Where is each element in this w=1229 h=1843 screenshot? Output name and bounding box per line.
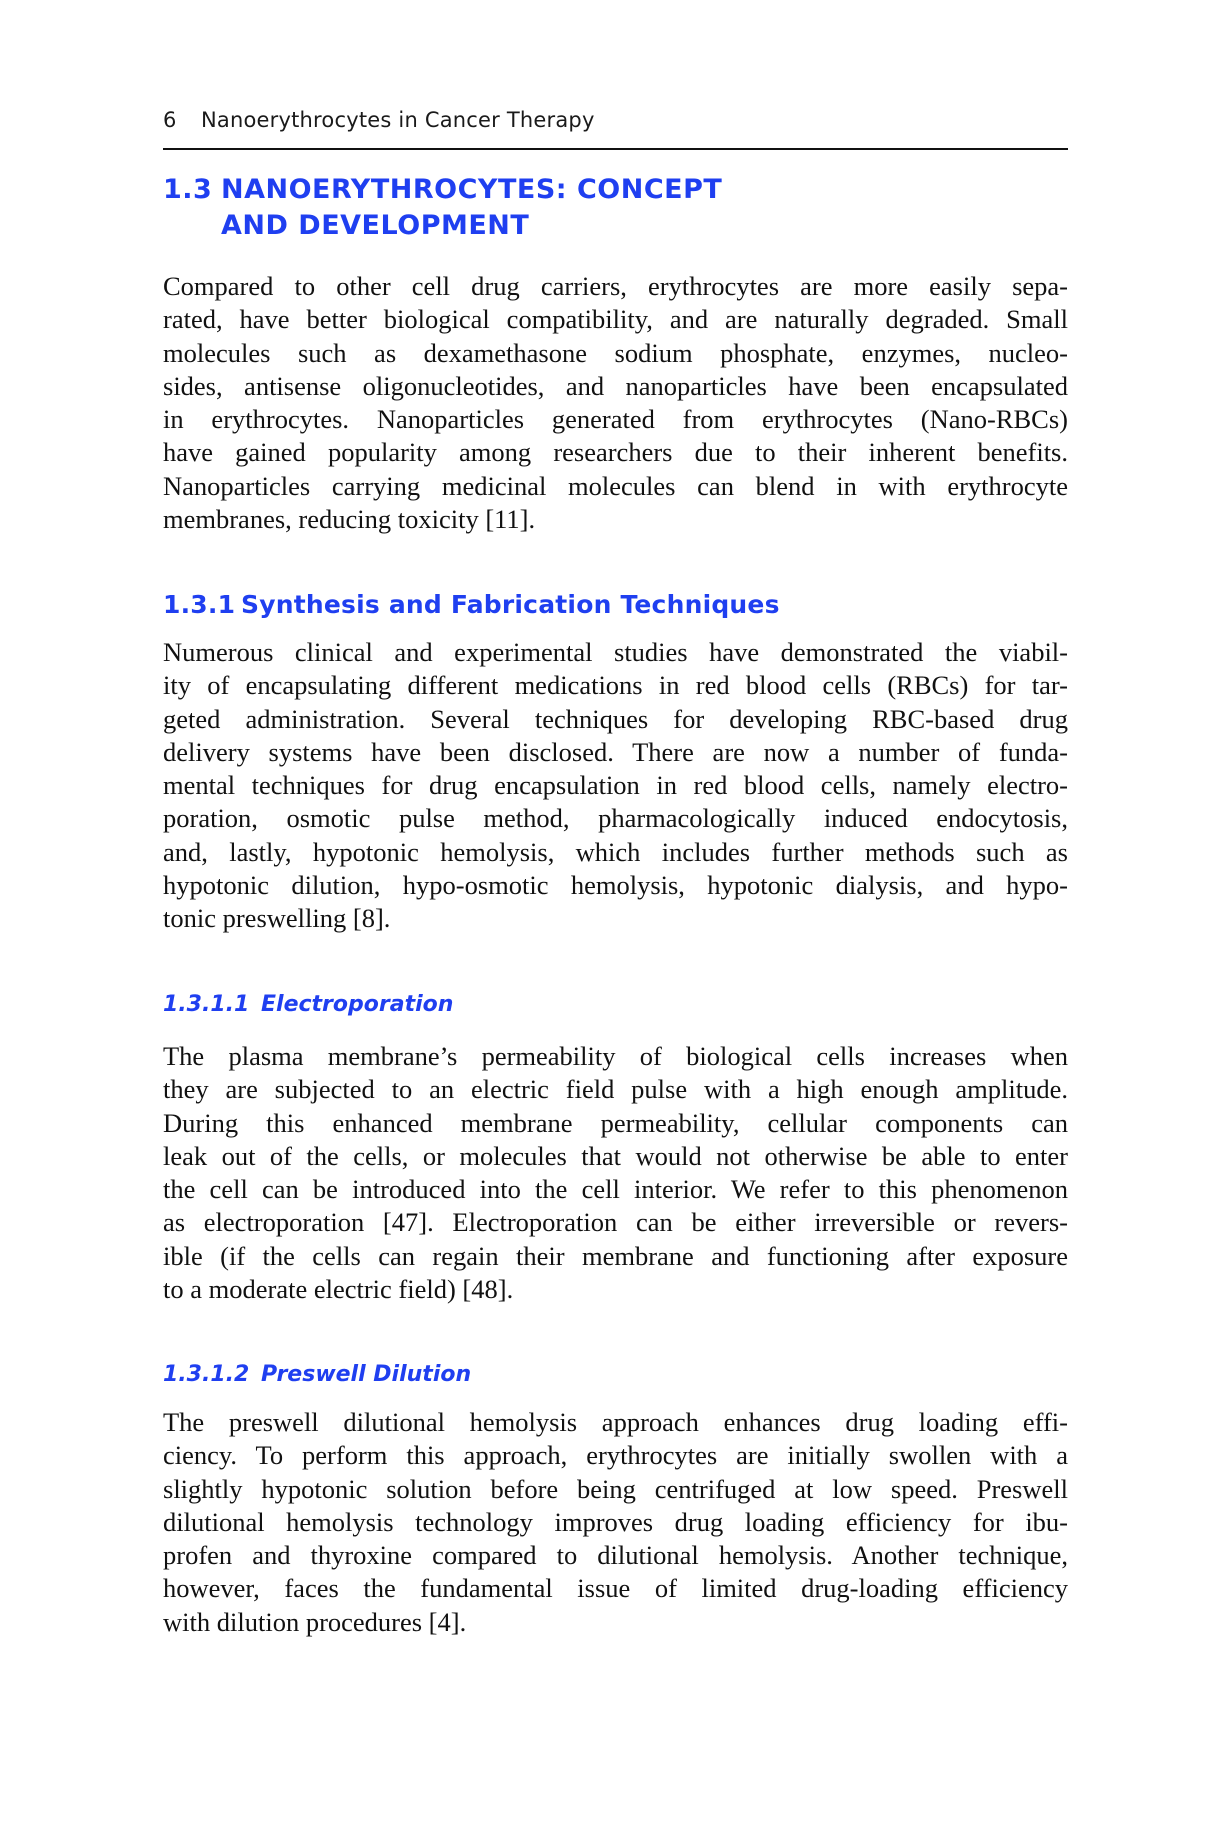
text-line: Numerous clinical and experimental studies have demonstrated the viabil-: [163, 637, 1068, 667]
text-line: ity of encapsulating different medications in red blood cells (RBCs) for tar-: [163, 670, 1068, 701]
text-line: poration, osmotic pulse method, pharmacologically induced endocytosis,: [163, 803, 1068, 834]
text-line: as electroporation [47]. Electroporation can be either irreversible or revers-: [163, 1207, 1068, 1238]
section-title-line1: NANOERYTHROCYTES: CONCEPT: [221, 174, 723, 205]
text-line: and, lastly, hypotonic hemolysis, which includes further methods such as: [163, 836, 1068, 867]
text-line: however, faces the fundamental issue of limited drug-loading efficiency: [163, 1573, 1068, 1604]
text-line: the cell can be introduced into the cell interior. We refer to this phenomenon: [163, 1174, 1068, 1205]
subsection-paragraph: [163, 636, 1068, 936]
section-number: 1.3: [163, 174, 213, 205]
text-line: rated, have better biological compatibility, and are naturally degraded. Small: [163, 304, 1068, 335]
text-line: have gained popularity among researchers due to their inherent benefits.: [163, 437, 1068, 468]
subsubsection-1-heading: [163, 992, 453, 1017]
subsection-title: Synthesis and Fabrication Techniques: [241, 590, 780, 619]
text-line: delivery systems have been disclosed. There are now a number of funda-: [163, 736, 1068, 767]
page-number: 6: [163, 108, 177, 132]
text-line: membranes, reducing toxicity [11].: [163, 504, 536, 535]
text-line: they are subjected to an electric field pulse with a high enough amplitude.: [163, 1074, 1068, 1105]
subsubsection-1-title: Electroporation: [261, 992, 454, 1017]
subsubsection-1-paragraph: [163, 1040, 1068, 1306]
text-line: slightly hypotonic solution before being centrifuged at low speed. Preswell: [163, 1473, 1068, 1504]
text-line: profen and thyroxine compared to dilutional hemolysis. Another technique,: [163, 1540, 1068, 1571]
text-line: ciency. To perform this approach, erythrocytes are initially swollen with a: [163, 1440, 1068, 1471]
text-line: leak out of the cells, or molecules that would not otherwise be able to enter: [163, 1140, 1068, 1171]
text-line: molecules such as dexamethasone sodium phosphate, enzymes, nucleo-: [163, 337, 1068, 368]
running-head: [163, 108, 595, 132]
text-line: in erythrocytes. Nanoparticles generated from erythrocytes (Nano-RBCs): [163, 404, 1068, 435]
header-rule: [163, 148, 1068, 150]
text-line: ible (if the cells can regain their membrane and functioning after exposure: [163, 1240, 1068, 1271]
text-line: tonic preswelling [8].: [163, 903, 391, 934]
text-line: During this enhanced membrane permeability, cellular components can: [163, 1107, 1068, 1138]
text-line: with dilution procedures [4].: [163, 1606, 467, 1637]
running-head-title: Nanoerythrocytes in Cancer Therapy: [201, 108, 595, 132]
text-line: mental techniques for drug encapsulation in red blood cells, namely electro-: [163, 770, 1068, 801]
text-line: Compared to other cell drug carriers, erythrocytes are more easily sepa-: [163, 271, 1068, 301]
section-paragraph: [163, 270, 1068, 536]
text-line: sides, antisense oligonucleotides, and nanoparticles have been encapsulated: [163, 370, 1068, 401]
subsection-number: 1.3.1: [163, 590, 236, 619]
section-heading: [163, 172, 722, 244]
subsubsection-2-paragraph: [163, 1406, 1068, 1639]
subsection-heading: [163, 590, 780, 619]
subsubsection-1-number: 1.3.1.1: [163, 992, 250, 1017]
section-title-line2: AND DEVELOPMENT: [221, 210, 530, 241]
text-line: geted administration. Several techniques for developing RBC-based drug: [163, 703, 1068, 734]
text-line: The preswell dilutional hemolysis approach enhances drug loading effi-: [163, 1407, 1068, 1437]
text-line: The plasma membrane’s permeability of biological cells increases when: [163, 1041, 1068, 1071]
text-line: dilutional hemolysis technology improves drug loading efficiency for ibu-: [163, 1506, 1068, 1537]
subsubsection-2-number: 1.3.1.2: [163, 1362, 250, 1387]
text-line: to a moderate electric field) [48].: [163, 1274, 514, 1305]
subsubsection-2-title: Preswell Dilution: [261, 1362, 472, 1387]
text-line: hypotonic dilution, hypo-osmotic hemolysis, hypotonic dialysis, and hypo-: [163, 870, 1068, 901]
subsubsection-2-heading: [163, 1362, 471, 1387]
text-line: Nanoparticles carrying medicinal molecules can blend in with erythrocyte: [163, 470, 1068, 501]
